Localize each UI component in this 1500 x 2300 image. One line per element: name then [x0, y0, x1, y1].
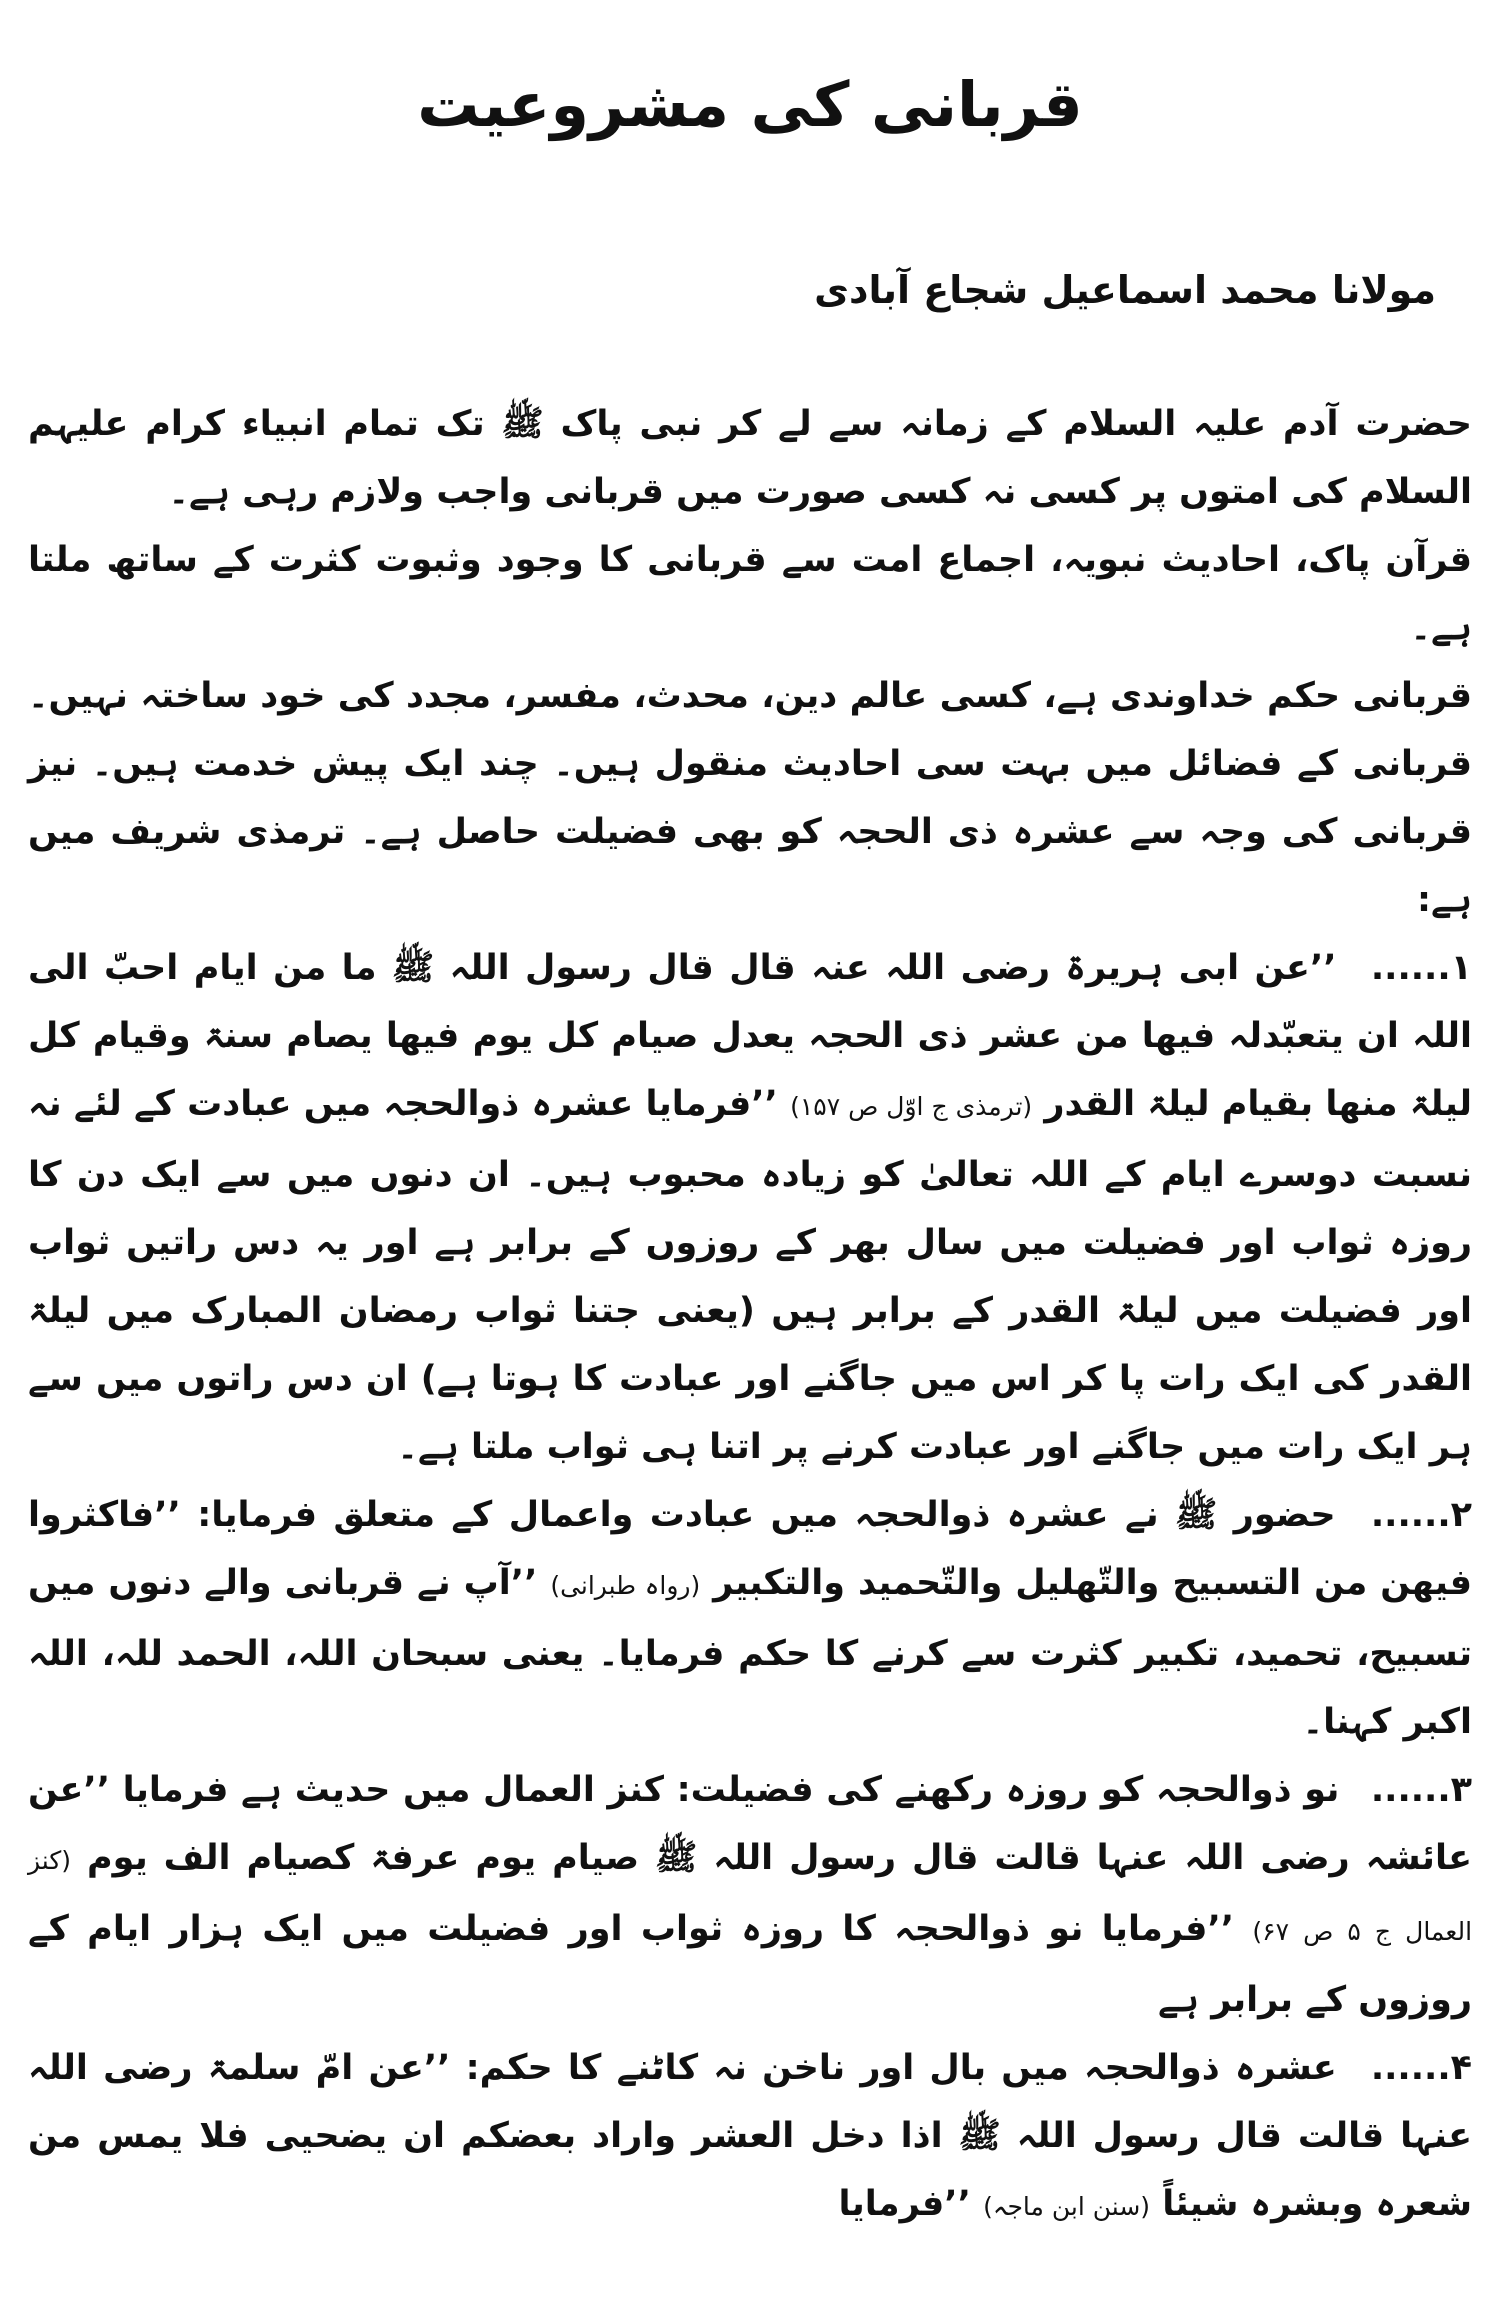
hadith-reference: (ترمذی ج اوّل ص ۱۵۷): [790, 1092, 1033, 1121]
hadith-reference: (کنز العمال ج ۵ ص ۶۷): [28, 1846, 1473, 1946]
hadith-item-4: [28, 2034, 1472, 2241]
hadith-text: عشرہ ذوالحجہ میں بال اور ناخن نہ کاٹنے کا حکم: ’’عن امّ سلمۃ رضی اللہ عنہا قالت قال رسول اللہ ﷺ اذا دخل العشر واراد بعضکم ان یضحیی فلا یمس من شعرہ وبشرہ شیئاً: [28, 2048, 1472, 2224]
intro-paragraph-2: قرآن پاک، احادیث نبویہ، اجماع امت سے قربانی کا وجود وثبوت کثرت کے ساتھ ملتا ہے۔: [28, 540, 1472, 648]
hadith-text: حضور ﷺ نے عشرہ ذوالحجہ میں عبادت واعمال کے متعلق فرمایا: ’’فاکثروا فیھن من التسبیح والتّھلیل والتّحمید والتکبیر: [28, 1495, 1473, 1603]
hadith-reference: (سنن ابن ماجہ): [983, 2192, 1151, 2221]
hadith-text: نو ذوالحجہ کو روزہ رکھنے کی فضیلت: کنز العمال میں حدیث ہے فرمایا ’’عن عائشہ رضی اللہ عنہا قالت قال رسول اللہ ﷺ صیام یوم عرفۃ کصیام الف یوم: [28, 1770, 1472, 1878]
page-title: قربانی کی مشروعیت: [417, 68, 1083, 141]
item-number: ۲......: [1370, 1495, 1473, 1535]
hadith-item-1: [28, 934, 1472, 1481]
item-number: ۴......: [1370, 2048, 1472, 2088]
hadith-item-2: [28, 1481, 1472, 1756]
hadith-translation: ’’فرمایا نو ذوالحجہ کا روزہ ثواب اور فضیلت میں ایک ہزار ایام کے روزوں کے برابر ہے: [28, 1909, 1472, 2020]
intro-paragraph-1: حضرت آدم علیہ السلام کے زمانہ سے لے کر نبی پاک ﷺ تک تمام انبیاء کرام علیہم السلام کی امتوں پر کسی نہ کسی صورت میں قربانی واجب ولازم رہی ہے۔: [28, 404, 1472, 512]
hadith-translation: ’’فرمایا: [838, 2184, 971, 2224]
hadith-item-3: [28, 1756, 1472, 2034]
hadith-text: ’’عن ابی ہریرۃ رضی اللہ عنہ قال قال رسول اللہ ﷺ ما من ایام احبّ الی اللہ ان یتعبّدلہ فیھا من عشر ذی الحجہ یعدل صیام کل یوم فیھا یصام سنۃ وقیام کل لیلۃ منھا بقیام لیلۃ القدر: [28, 948, 1472, 1124]
hadith-translation: ’’آپ نے قربانی والے دنوں میں تسبیح، تحمید، تکبیر کثرت سے کرنے کا حکم فرمایا۔ یعنی سبحان اللہ، الحمد للہ، اللہ اکبر کہنا۔: [28, 1563, 1472, 1742]
author-name: مولانا محمد اسماعیل شجاع آبادی: [814, 268, 1436, 312]
item-number: ۱......: [1370, 948, 1473, 988]
hadith-translation: ’’فرمایا عشرہ ذوالحجہ میں عبادت کے لئے نہ نسبت دوسرے ایام کے اللہ تعالیٰ کو زیادہ محبوب ہیں۔ ان دنوں میں سے ایک دن کا روزہ ثواب اور فضیلت میں سال بھر کے روزوں کے برابر ہے اور یہ دس راتیں ثواب اور فضیلت میں لیلۃ القدر کے برابر ہیں (یعنی جتنا ثواب رمضان المبارک میں لیلۃ القدر کی ایک رات پا کر اس میں جاگنے اور عبادت کا ہوتا ہے) ان دس راتوں میں سے ہر ایک رات میں جاگنے اور عبادت کرنے پر اتنا ہی ثواب ملتا ہے۔: [28, 1084, 1472, 1467]
intro-paragraph-3: قربانی حکم خداوندی ہے، کسی عالم دین، محدث، مفسر، مجدد کی خود ساختہ نہیں۔ قربانی کے فضائل میں بہت سی احادیث منقول ہیں۔ چند ایک پیش خدمت ہیں۔ نیز قربانی کی وجہ سے عشرہ ذی الحجہ کو بھی فضیلت حاصل ہے۔ ترمذی شریف میں ہے:: [28, 676, 1472, 920]
hadith-reference: (رواہ طبرانی): [550, 1571, 701, 1600]
item-number: ۳......: [1370, 1770, 1473, 1810]
